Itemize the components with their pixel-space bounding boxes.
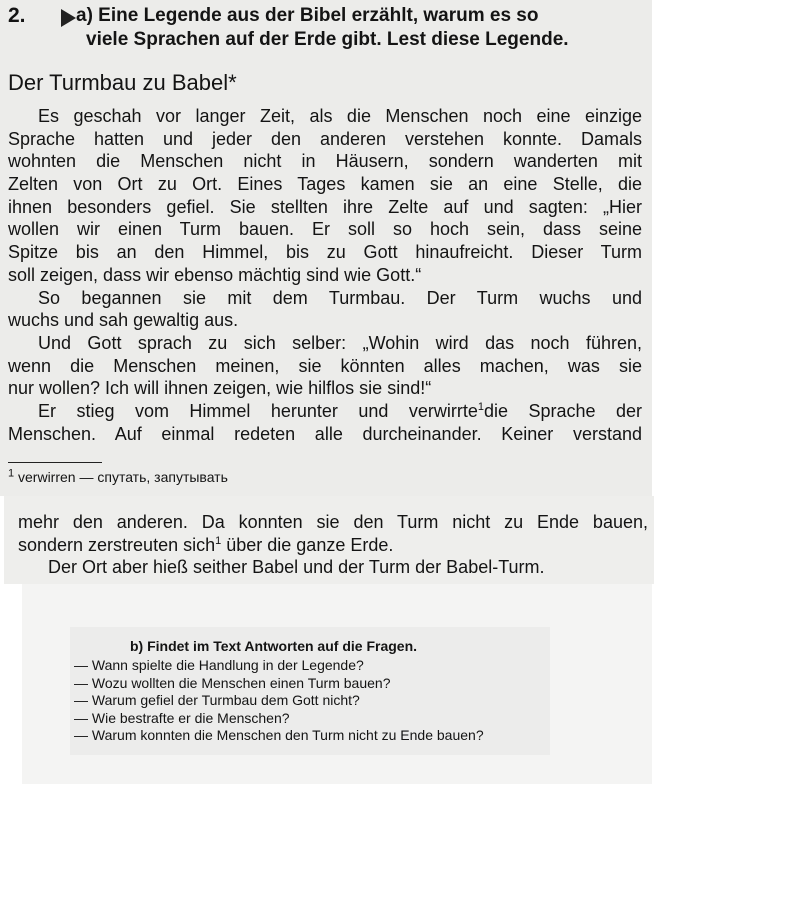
- story-line: mehr den anderen. Da konnten sie den Turm nicht zu Ende bauen,: [18, 512, 648, 532]
- play-triangle-icon: [61, 9, 76, 27]
- question-item: — Wann spielte die Handlung in der Legende?: [74, 657, 484, 675]
- story-line: Menschen. Auf einmal redeten alle durcheinander. Keiner verstand: [8, 423, 642, 444]
- story-line: [8, 400, 642, 423]
- story-text-lower: [18, 511, 648, 579]
- footnote-marker: 1: [215, 534, 222, 547]
- task-number: 2.: [8, 4, 26, 27]
- footnote-marker: 1: [477, 400, 484, 413]
- question-item: — Wie bestrafte er die Menschen?: [74, 710, 484, 728]
- story-line: [18, 534, 648, 557]
- story-line-part: die Sprache der: [484, 400, 642, 421]
- story-line: wenn die Menschen meinen, sie könnten alles machen, was sie: [8, 355, 642, 376]
- task-instruction: [76, 4, 656, 52]
- story-line-part: Er stieg vom Himmel herunter und verwirrte: [38, 400, 478, 421]
- story-line: wuchs und sah gewaltig aus.: [8, 310, 239, 331]
- questions-heading: b) Findet im Text Antworten auf die Fragen.: [130, 638, 418, 654]
- question-item: — Warum gefiel der Turmbau dem Gott nicht?: [74, 692, 484, 710]
- story-line: Der Ort aber hieß seither Babel und der Turm der Babel-Turm.: [48, 557, 545, 578]
- story-text-upper: [8, 105, 642, 445]
- story-line: wollen wir einen Turm bauen. Er soll so hoch sein, dass seine: [8, 219, 642, 240]
- story-line-part: sondern zerstreuten sich: [18, 534, 216, 555]
- question-item: — Wozu wollten die Menschen einen Turm bauen?: [74, 675, 484, 693]
- story-line: soll zeigen, dass wir ebenso mächtig sind wie Gott.“: [8, 264, 422, 285]
- story-line-part: über die ganze Erde.: [226, 534, 394, 555]
- story-line: Sprache hatten und jeder den anderen verstehen konnte. Damals: [8, 128, 642, 149]
- task-instruction-line: a) Eine Legende aus der Bibel erzählt, warum es so: [76, 5, 539, 26]
- story-line: Spitze bis an den Himmel, bis zu Gott hinaufreicht. Dieser Turm: [8, 242, 642, 263]
- footnote-divider: [8, 462, 102, 463]
- footnote-number: 1: [8, 467, 15, 480]
- question-item: — Warum konnten die Menschen den Turm nicht zu Ende bauen?: [74, 727, 484, 745]
- story-line: Und Gott sprach zu sich selber: „Wohin wird das noch führen,: [38, 332, 642, 353]
- story-line: nur wollen? Ich will ihnen zeigen, wie hilflos sie sind!“: [8, 378, 432, 399]
- task-instruction-line: viele Sprachen auf der Erde gibt. Lest diese Legende.: [86, 29, 569, 50]
- question-list: [74, 657, 484, 745]
- story-line: Es geschah vor langer Zeit, als die Menschen noch eine einzige: [38, 106, 642, 126]
- footnote-text: verwirren — спутать, запутывать: [18, 469, 228, 485]
- story-line: Zelten von Ort zu Ort. Eines Tages kamen sie an eine Stelle, die: [8, 174, 642, 195]
- story-title: Der Turmbau zu Babel*: [8, 70, 237, 95]
- story-line: So begannen sie mit dem Turmbau. Der Turm wuchs und: [38, 287, 642, 308]
- footnote: [8, 467, 228, 487]
- story-line: ihnen besonders gefiel. Sie stellten ihre Zelte auf und sagten: „Hier: [8, 196, 642, 217]
- story-line: wohnten die Menschen nicht in Häusern, sondern wanderten mit: [8, 151, 642, 172]
